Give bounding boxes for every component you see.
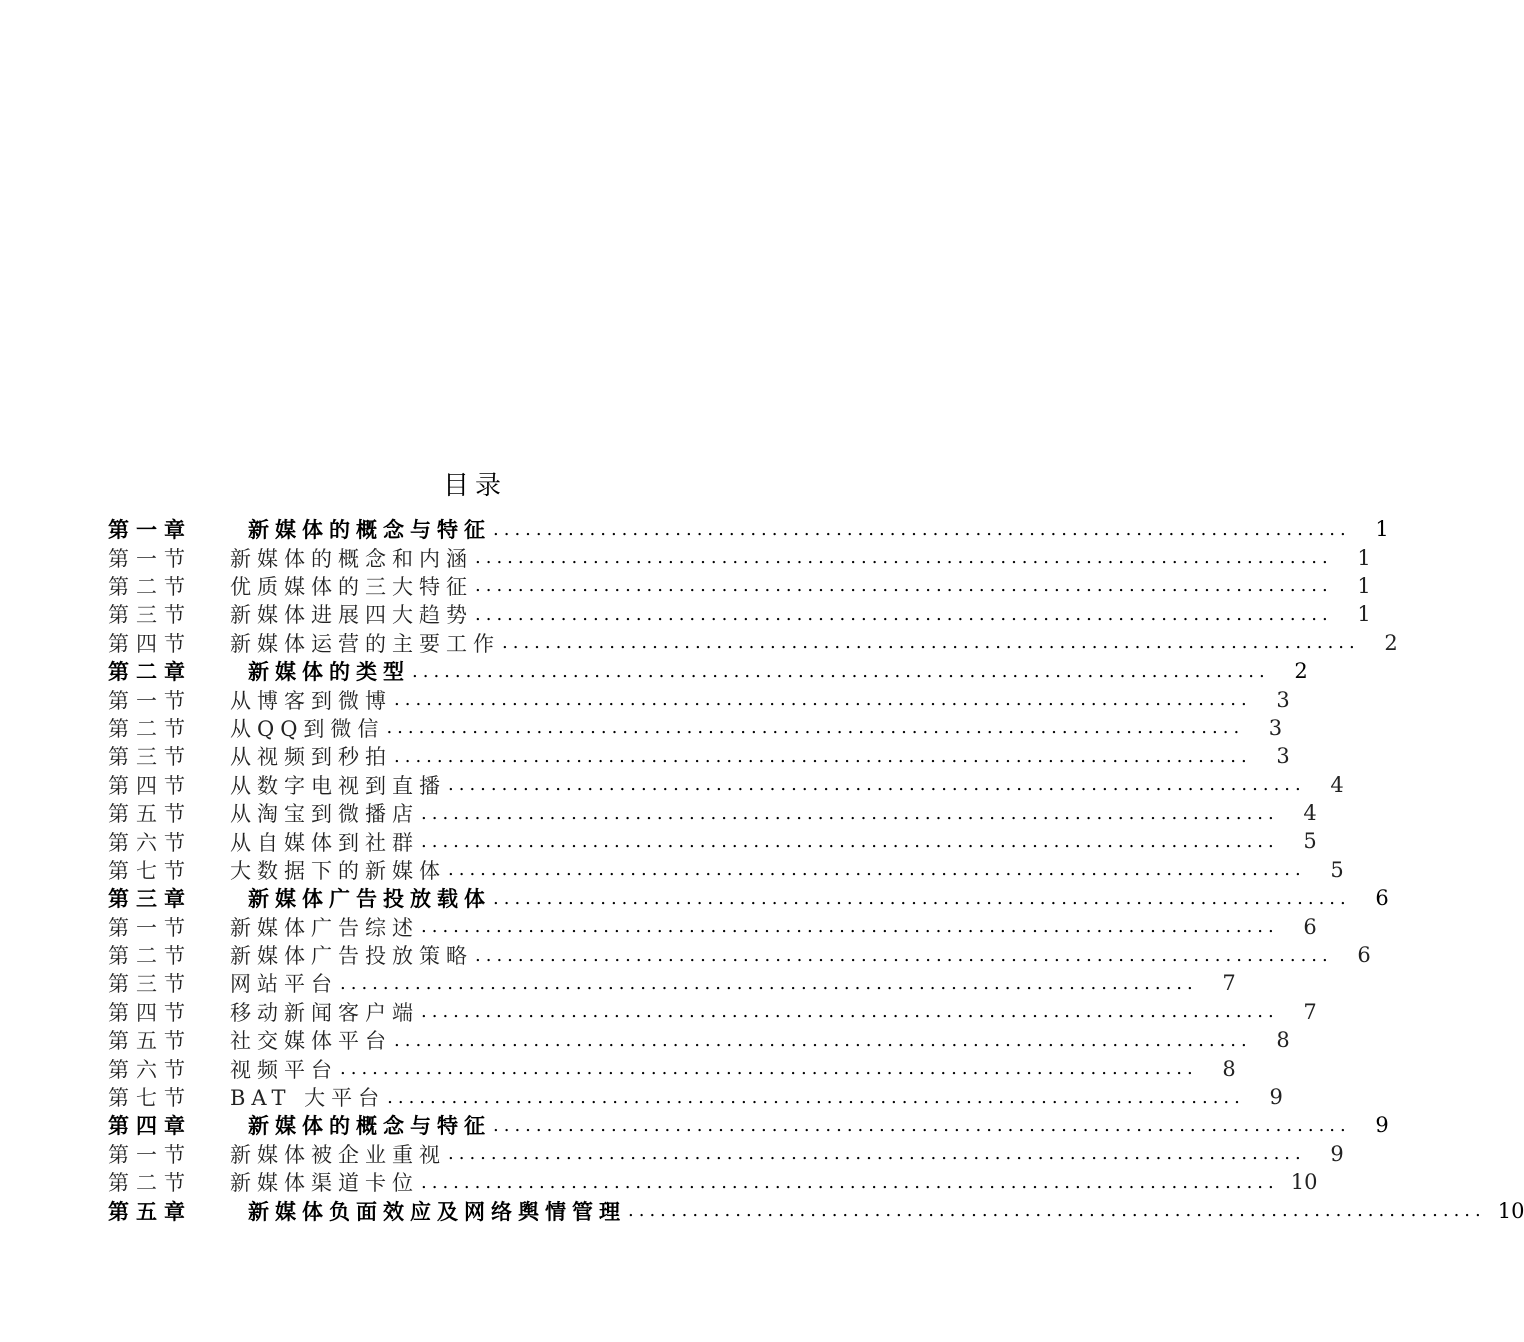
chapter-number: 第三章: [108, 887, 192, 912]
section-title: 优质媒体的三大特征: [230, 574, 473, 599]
dot-leader: ................................................................................: [394, 689, 1252, 711]
section-title: 从博客到微博: [230, 688, 392, 713]
section-title: 从QQ到微信: [230, 716, 385, 741]
page-number: 8: [1222, 1056, 1236, 1081]
section-number: 第七节: [108, 1086, 192, 1111]
chapter-title: 新媒体负面效应及网络舆情管理: [248, 1199, 626, 1224]
section-title: 新媒体广告综述: [230, 915, 419, 940]
chapter-title: 新媒体的概念与特征: [248, 1114, 491, 1139]
page-number: 5: [1303, 829, 1317, 854]
section-title: 新媒体进展四大趋势: [230, 603, 473, 628]
section-title: 新媒体的概念和内涵: [230, 546, 473, 571]
section-title: 新媒体运营的主要工作: [230, 631, 500, 656]
toc-section-entry[interactable]: [108, 1083, 1283, 1111]
section-number: 第六节: [108, 1057, 192, 1082]
toc-section-entry[interactable]: [108, 1168, 1318, 1196]
section-title: 新媒体被企业重视: [230, 1142, 446, 1167]
dot-leader: ................................................................................: [421, 830, 1279, 852]
section-number: 第二节: [108, 1171, 192, 1196]
toc-section-entry[interactable]: [108, 912, 1317, 940]
section-title: 大数据下的新媒体: [230, 858, 446, 883]
toc-chapter-entry[interactable]: [108, 515, 1389, 543]
section-title: BAT 大平台: [230, 1086, 386, 1111]
chapter-number: 第五章: [108, 1199, 192, 1224]
dot-leader: ................................................................................: [448, 774, 1306, 796]
toc-section-entry[interactable]: [108, 600, 1371, 628]
toc-chapter-entry[interactable]: [108, 1196, 1524, 1224]
toc-section-entry[interactable]: [108, 799, 1317, 827]
dot-leader: ................................................................................: [448, 859, 1306, 881]
dot-leader: ................................................................................: [394, 745, 1252, 767]
toc-section-entry[interactable]: [108, 629, 1398, 657]
toc-section-entry[interactable]: [108, 1026, 1290, 1054]
table-of-contents: [108, 515, 1524, 1225]
toc-section-entry[interactable]: [108, 572, 1371, 600]
section-number: 第二节: [108, 574, 192, 599]
dot-leader: ................................................................................: [493, 518, 1351, 540]
page-number: 3: [1276, 687, 1290, 712]
section-title: 从视频到秒拍: [230, 745, 392, 770]
toc-heading: 目录: [442, 471, 507, 501]
section-title: 网站平台: [230, 972, 338, 997]
dot-leader: ................................................................................: [628, 1200, 1486, 1222]
dot-leader: ................................................................................: [421, 1001, 1279, 1023]
section-title: 新媒体广告投放策略: [230, 944, 473, 969]
toc-section-entry[interactable]: [108, 714, 1283, 742]
section-number: 第六节: [108, 830, 192, 855]
chapter-number: 第四章: [108, 1114, 192, 1139]
chapter-number: 第一章: [108, 518, 192, 543]
dot-leader: ................................................................................: [502, 632, 1360, 654]
dot-leader: ................................................................................: [421, 1171, 1279, 1193]
dot-leader: ................................................................................: [493, 887, 1351, 909]
section-number: 第五节: [108, 802, 192, 827]
page-number: 7: [1303, 999, 1317, 1024]
section-title: 从数字电视到直播: [230, 773, 446, 798]
dot-leader: ................................................................................: [394, 1029, 1252, 1051]
page-number: 2: [1384, 630, 1398, 655]
toc-section-entry[interactable]: [108, 543, 1371, 571]
page-number: 10: [1290, 1170, 1318, 1195]
page-number: 4: [1330, 772, 1344, 797]
page-number: 9: [1375, 1113, 1389, 1138]
section-number: 第一节: [108, 915, 192, 940]
section-title: 社交媒体平台: [230, 1029, 392, 1054]
page-number: 1: [1357, 602, 1371, 627]
dot-leader: ................................................................................: [412, 660, 1270, 682]
page-number: 3: [1276, 744, 1290, 769]
page-number: 7: [1222, 971, 1236, 996]
page-number: 6: [1357, 943, 1371, 968]
dot-leader: ................................................................................: [421, 802, 1279, 824]
chapter-title: 新媒体的类型: [248, 660, 410, 685]
page-number: 1: [1357, 545, 1371, 570]
dot-leader: ................................................................................: [448, 1143, 1306, 1165]
toc-section-entry[interactable]: [108, 771, 1344, 799]
section-number: 第一节: [108, 688, 192, 713]
dot-leader: ................................................................................: [421, 916, 1279, 938]
page-number: 1: [1357, 573, 1371, 598]
section-number: 第七节: [108, 858, 192, 883]
toc-chapter-entry[interactable]: [108, 657, 1308, 685]
page-number: 4: [1303, 801, 1317, 826]
section-title: 从自媒体到社群: [230, 830, 419, 855]
dot-leader: ................................................................................: [493, 1114, 1351, 1136]
page-number: 9: [1269, 1085, 1283, 1109]
dot-leader: ................................................................................: [340, 972, 1198, 994]
toc-section-entry[interactable]: [108, 1140, 1344, 1168]
chapter-title: 新媒体广告投放载体: [248, 887, 491, 912]
section-number: 第三节: [108, 603, 192, 628]
section-title: 移动新闻客户端: [230, 1000, 419, 1025]
section-number: 第四节: [108, 631, 192, 656]
toc-section-entry[interactable]: [108, 998, 1317, 1026]
toc-section-entry[interactable]: [108, 685, 1290, 713]
dot-leader: ................................................................................: [475, 944, 1333, 966]
toc-section-entry[interactable]: [108, 969, 1236, 997]
section-title: 视频平台: [230, 1057, 338, 1082]
dot-leader: ................................................................................: [475, 547, 1333, 569]
dot-leader: ................................................................................: [387, 1086, 1245, 1108]
section-number: 第三节: [108, 745, 192, 770]
section-number: 第四节: [108, 1000, 192, 1025]
toc-section-entry[interactable]: [108, 827, 1317, 855]
page-number: 6: [1375, 886, 1389, 911]
dot-leader: ................................................................................: [386, 717, 1245, 739]
page-number: 1: [1375, 517, 1389, 542]
page-number: 3: [1268, 715, 1283, 740]
section-number: 第五节: [108, 1029, 192, 1054]
page-number: 10: [1497, 1198, 1524, 1223]
dot-leader: ................................................................................: [475, 575, 1333, 597]
page-number: 5: [1330, 857, 1344, 882]
toc-section-entry[interactable]: [108, 742, 1290, 770]
toc-chapter-entry[interactable]: [108, 884, 1389, 912]
section-number: 第二节: [108, 716, 192, 741]
page-number: 6: [1303, 914, 1317, 939]
section-number: 第二节: [108, 944, 192, 969]
section-number: 第一节: [108, 546, 192, 571]
section-number: 第三节: [108, 972, 192, 997]
section-number: 第一节: [108, 1142, 192, 1167]
chapter-title: 新媒体的概念与特征: [248, 518, 491, 543]
toc-chapter-entry[interactable]: [108, 1111, 1389, 1139]
chapter-number: 第二章: [108, 660, 192, 685]
toc-section-entry[interactable]: [108, 1054, 1236, 1082]
page-number: 2: [1294, 659, 1308, 684]
dot-leader: ................................................................................: [340, 1058, 1198, 1080]
section-title: 从淘宝到微播店: [230, 802, 419, 827]
page-number: 8: [1276, 1028, 1290, 1053]
page-number: 9: [1330, 1141, 1344, 1166]
section-number: 第四节: [108, 773, 192, 798]
dot-leader: ................................................................................: [475, 603, 1333, 625]
toc-section-entry[interactable]: [108, 856, 1344, 884]
section-title: 新媒体渠道卡位: [230, 1171, 419, 1196]
toc-section-entry[interactable]: [108, 941, 1371, 969]
